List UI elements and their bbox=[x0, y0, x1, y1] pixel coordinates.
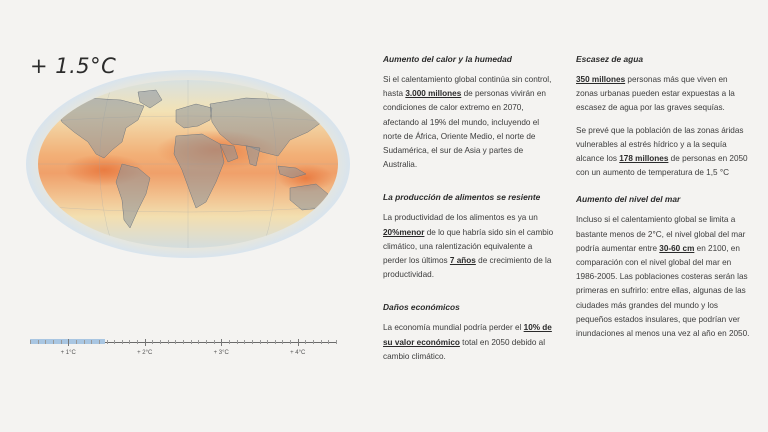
scale-minor-tick bbox=[45, 340, 46, 344]
scale-minor-tick bbox=[114, 340, 115, 344]
water-paragraph-1: 350 millones personas más que viven en zonas urbanas pueden estar expuestas a la escasez de agua por las graves sequías. bbox=[576, 75, 735, 113]
scale-minor-tick bbox=[99, 340, 100, 344]
scale-minor-tick bbox=[168, 340, 169, 344]
scale-major-tick bbox=[221, 339, 222, 346]
scale-major-tick bbox=[145, 339, 146, 346]
food-paragraph: La productividad de los alimentos es ya un 20%menor de lo que habría sido sin el cambio climático, una ralentización equivalente a perder los últimos 7 años de crecimiento de la productividad. bbox=[383, 213, 554, 280]
scale-minor-tick bbox=[84, 340, 85, 344]
scale-minor-tick bbox=[30, 340, 31, 344]
scale-minor-tick bbox=[313, 340, 314, 344]
scale-minor-tick bbox=[282, 340, 283, 344]
column-left bbox=[383, 54, 557, 384]
scale-minor-tick bbox=[191, 340, 192, 344]
scale-minor-tick bbox=[336, 340, 337, 344]
scale-minor-tick bbox=[152, 340, 153, 344]
scale-minor-tick bbox=[91, 340, 92, 344]
scale-minor-tick bbox=[198, 340, 199, 344]
scale-minor-tick bbox=[290, 340, 291, 344]
food-highlight-percent: 20%menor bbox=[383, 227, 425, 237]
water-highlight-arid: 178 millones bbox=[619, 154, 669, 164]
section-water bbox=[576, 54, 750, 180]
scale-minor-tick bbox=[275, 340, 276, 344]
scale-minor-tick bbox=[183, 340, 184, 344]
scale-minor-tick bbox=[328, 340, 329, 344]
scale-minor-tick bbox=[252, 340, 253, 344]
food-heading: La producción de alimentos se resiente bbox=[383, 192, 541, 203]
scale-minor-tick bbox=[267, 340, 268, 344]
temperature-scale bbox=[30, 336, 336, 360]
food-highlight-years: 7 años bbox=[449, 256, 476, 266]
world-heat-map bbox=[26, 70, 350, 258]
scale-minor-tick bbox=[305, 340, 306, 344]
heat-heading: Aumento del calor y la humedad bbox=[383, 54, 512, 64]
scale-minor-tick bbox=[214, 340, 215, 344]
scale-minor-tick bbox=[175, 340, 176, 344]
scale-minor-tick bbox=[160, 340, 161, 344]
scale-minor-tick bbox=[53, 340, 54, 344]
water-highlight-urban: 350 millones bbox=[576, 75, 626, 84]
scale-label: + 3°C bbox=[213, 350, 229, 356]
section-food bbox=[383, 192, 557, 282]
economy-paragraph: La economía mundial podría perder el 10% de su valor económico total en 2050 debido al cambio climático. bbox=[383, 323, 552, 361]
scale-minor-tick bbox=[244, 340, 245, 344]
section-heat bbox=[383, 54, 557, 172]
scale-label: + 1°C bbox=[60, 350, 76, 356]
scale-label: + 2°C bbox=[137, 350, 153, 356]
scale-minor-tick bbox=[137, 340, 138, 344]
sea-highlight: 30-60 cm bbox=[659, 243, 695, 253]
scale-minor-tick bbox=[61, 340, 62, 344]
heat-paragraph: Si el calentamiento global continúa sin control, hasta 3.000 millones de personas vivirán en condiciones de calor extremo en 2070, afectando al 19% del mundo, incluyendo el norte de África, Oriente Medio, el norte de Sudamérica, el sur de Asia y partes de Australia. bbox=[383, 75, 552, 170]
temperature-title: + 1.5°C bbox=[30, 54, 117, 78]
section-economy bbox=[383, 302, 557, 364]
economy-heading: Daños económicos bbox=[383, 302, 460, 313]
scale-minor-tick bbox=[76, 340, 77, 344]
scale-minor-tick bbox=[129, 340, 130, 344]
scale-minor-tick bbox=[260, 340, 261, 344]
scale-minor-tick bbox=[206, 340, 207, 344]
economy-highlight: 10% de su valor económico bbox=[383, 323, 552, 347]
water-heading: Escasez de agua bbox=[576, 54, 644, 64]
scale-major-tick bbox=[298, 339, 299, 346]
scale-minor-tick bbox=[122, 340, 123, 344]
column-right bbox=[576, 54, 750, 361]
sea-paragraph: Incluso si el calentamiento global se limita a bastante menos de 2°C, el nivel global del mar podría aumentar entre 30-60 cm en 2100, en comparación con el nivel global del mar en 1986-2005. Las poblaciones costeras serán las primeras en sufrirlo: entre ellas, algunas de las ciudades más grandes del mundo y los pequeños estados insulares, que podrían ver inundaciones al menos una vez al año en 2050. bbox=[576, 215, 750, 339]
scale-label: + 4°C bbox=[290, 350, 306, 356]
scale-minor-tick bbox=[107, 340, 108, 344]
scale-major-tick bbox=[68, 339, 69, 346]
sea-heading: Aumento del nivel del mar bbox=[576, 194, 681, 205]
heat-highlight: 3.000 millones bbox=[405, 89, 462, 99]
scale-minor-tick bbox=[321, 340, 322, 344]
scale-minor-tick bbox=[229, 340, 230, 344]
scale-minor-tick bbox=[38, 340, 39, 344]
section-sea bbox=[576, 194, 750, 341]
water-paragraph-2: Se prevé que la población de las zonas áridas vulnerables al estrés hídrico y a la sequía alcance los 178 millones de personas en 2050 con un aumento de temperatura de 1,5 °C bbox=[576, 125, 748, 178]
scale-minor-tick bbox=[237, 340, 238, 344]
